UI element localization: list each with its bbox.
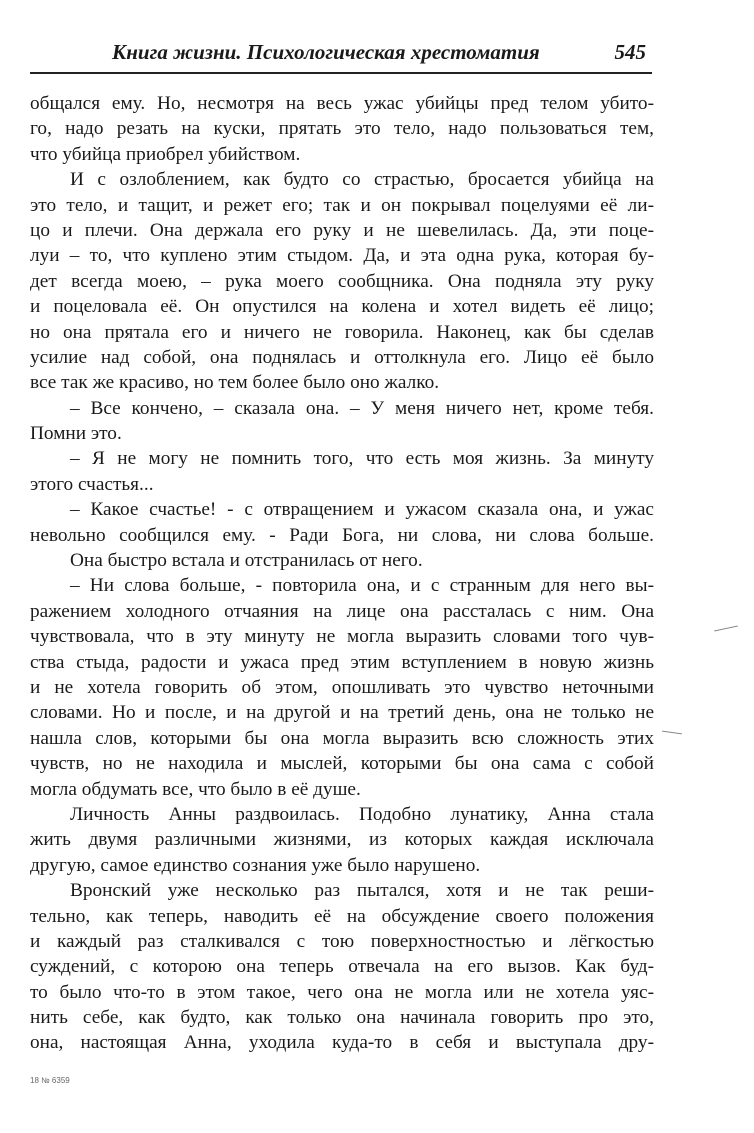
text-line: ражением холодного отчаяния на лице она рассталась с ним. Она — [30, 600, 654, 622]
text-line: невольно сообщился ему. - Ради Бога, ни слова, ни слова больше. — [30, 524, 654, 546]
margin-mark — [662, 731, 682, 735]
page-number: 545 — [614, 40, 646, 64]
text-line: Вронский уже несколько раз пытался, хотя и не так реши- — [70, 880, 654, 902]
text-line: усилие над собой, она поднялась и оттолкнула его. Лицо её было — [30, 346, 654, 368]
text-line: жить двумя различными жизнями, из которых каждая исключала — [30, 829, 654, 851]
text-line: но она прятала его и ничего не говорила. Наконец, как бы сделав — [30, 321, 654, 343]
text-line: это тело, и тащит, и режет его; так и он покрывал поцелуями её ли- — [30, 194, 654, 216]
text-line: то было что-то в этом такое, чего она не могла или не хотела уяс- — [30, 981, 654, 1003]
text-line: и поцеловала её. Он опустился на колена и хотел видеть её лицо; — [30, 296, 654, 318]
text-line: – Я не могу не помнить того, что есть моя жизнь. За минуту — [70, 448, 654, 470]
text-line: чувств, но не находила и мыслей, которыми бы она сама с собой — [30, 753, 654, 775]
text-line: чувствовала, что в эту минуту не могла выразить словами того чув- — [30, 626, 654, 648]
running-title: Книга жизни. Психологическая хрестоматия — [112, 40, 540, 64]
text-line: дет всегда моею, – рука моего сообщника. Она подняла эту руку — [30, 270, 654, 292]
text-line: ства стыда, радости и ужаса пред этим вступлением в новую жизнь — [30, 651, 654, 673]
margin-mark — [714, 626, 738, 632]
text-line: тельно, как теперь, наводить её на обсуждение своего положения — [30, 905, 654, 927]
text-line: общался ему. Но, несмотря на весь ужас убийцы пред телом убито- — [30, 93, 654, 114]
text-line: она, настоящая Анна, уходила куда-то в себя и выступала дру- — [30, 1032, 654, 1054]
text-line: и не хотела говорить об этом, опошливать это чувство неточными — [30, 676, 654, 698]
text-line: – Все кончено, – сказала она. – У меня ничего нет, кроме тебя. — [70, 397, 654, 419]
text-line: И с озлоблением, как будто со страстью, бросается убийца на — [70, 169, 654, 191]
print-code: 18 № 6359 — [30, 1076, 70, 1085]
page-header — [30, 38, 652, 74]
text-line: – Ни слова больше, - повторила она, и с странным для него вы- — [70, 575, 654, 597]
text-line: другую, самое единство сознания уже было нарушено. — [30, 854, 481, 876]
text-line: Она быстро встала и отстранилась от него. — [70, 550, 423, 572]
text-line: Помни это. — [30, 423, 122, 445]
text-line: этого счастья... — [30, 473, 154, 495]
text-line: суждений, с которою она теперь отвечала на его вызов. Как буд- — [30, 956, 654, 978]
text-line: и каждый раз сталкивался с тою поверхностностью и лёгкостью — [30, 930, 654, 952]
text-line: что убийца приобрел убийством. — [30, 143, 301, 165]
text-line: – Какое счастье! - с отвращением и ужасом сказала она, и ужас — [70, 499, 654, 521]
text-line: цо и плечи. Она держала его руку и не шевелилась. Да, эти поце- — [30, 219, 654, 241]
text-line: могла обдумать все, что было в её душе. — [30, 778, 361, 800]
text-line: нить себе, как будто, как только она начинала говорить про это, — [30, 1007, 654, 1029]
text-line: словами. Но и после, и на другой и на третий день, она не только не — [30, 702, 654, 724]
body-text — [30, 91, 654, 1056]
text-line: нашла слов, которыми бы она могла выразить всю сложность этих — [30, 727, 654, 749]
text-line: луи – то, что куплено этим стыдом. Да, и эта одна рука, которая бу- — [30, 245, 654, 267]
text-line: го, надо резать на куски, прятать это тело, надо пользоваться тем, — [30, 118, 654, 140]
text-line: Личность Анны раздвоилась. Подобно лунатику, Анна стала — [70, 803, 654, 825]
text-line: все так же красиво, но тем более было оно жалко. — [30, 372, 440, 394]
